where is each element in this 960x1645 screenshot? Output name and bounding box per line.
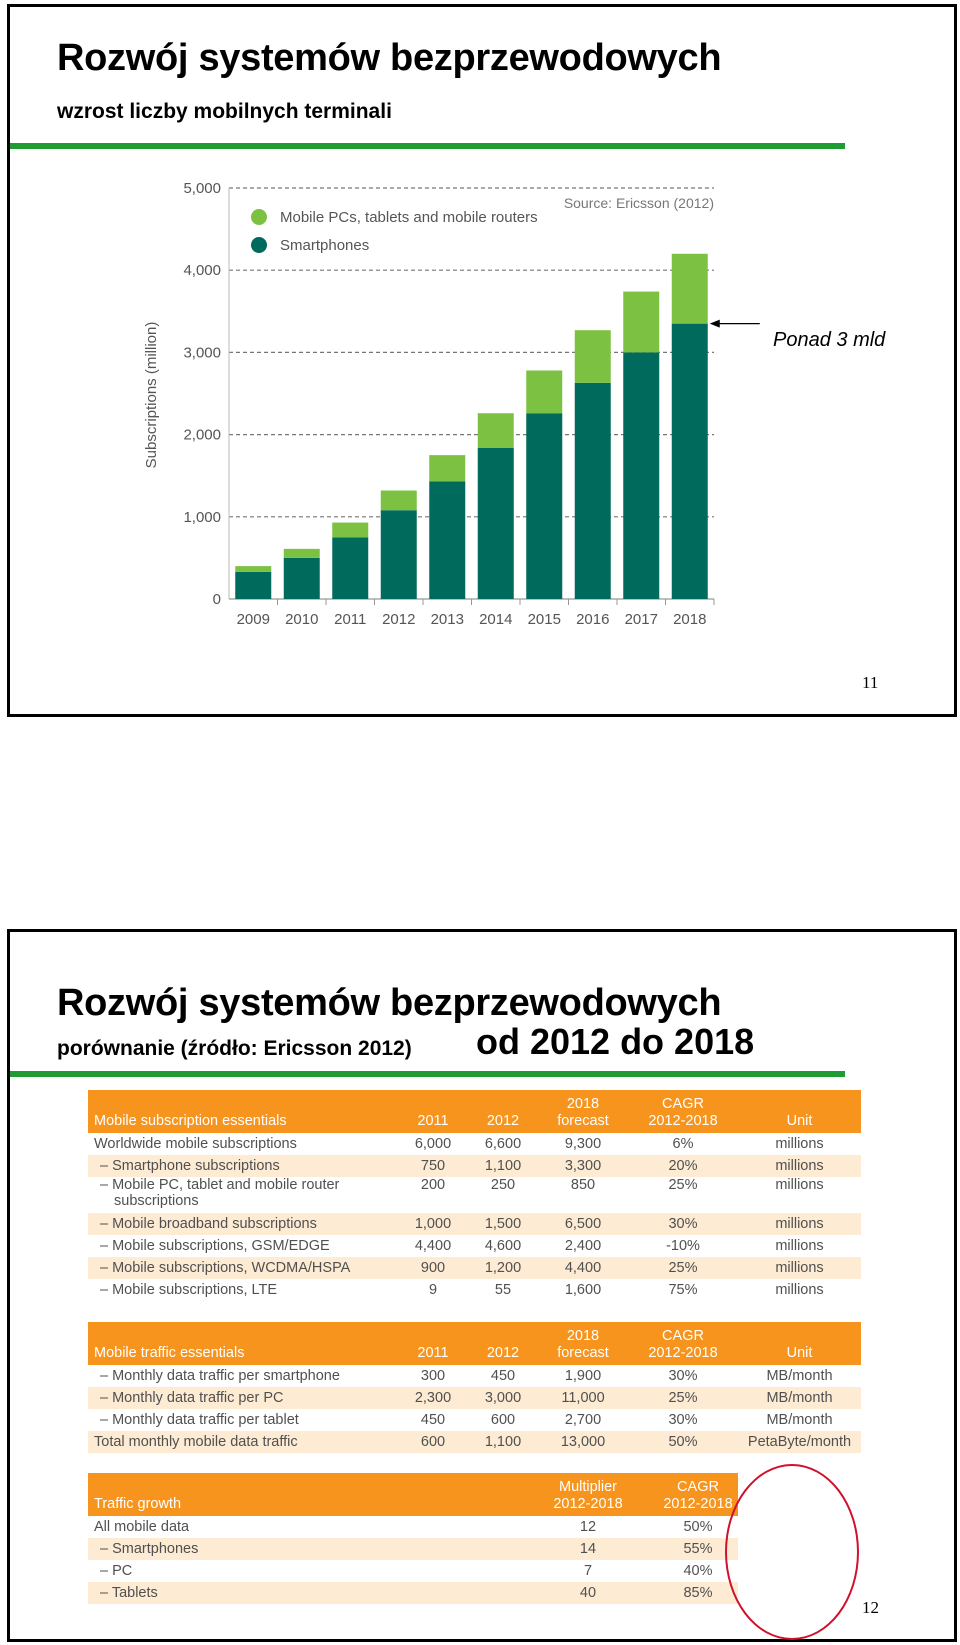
slide-2	[7, 929, 957, 1642]
bar-smartphones	[381, 510, 417, 599]
row-label: – Mobile broadband subscriptions	[88, 1213, 398, 1235]
table-cell: millions	[775, 1177, 824, 1193]
slide-1-title: Rozwój systemów bezprzewodowych	[57, 37, 722, 79]
table-cell: 50%	[628, 1431, 738, 1453]
row-label: – Smartphones	[88, 1538, 518, 1560]
table-cell: 40	[518, 1582, 658, 1604]
table-cell: 75%	[668, 1282, 698, 1298]
table-cell: 25%	[628, 1387, 738, 1409]
table-cell: 600	[398, 1431, 468, 1453]
table-cell: 900	[398, 1257, 468, 1279]
legend-marker	[251, 209, 267, 225]
table-cell: 40%	[683, 1563, 713, 1579]
table-row	[88, 1365, 861, 1387]
x-tick-label: 2013	[430, 611, 464, 628]
column-header: Unit	[738, 1322, 861, 1365]
table-cell: 7	[583, 1563, 593, 1579]
x-tick-label: 2016	[576, 611, 610, 628]
table-row	[88, 1257, 861, 1279]
slide-1	[7, 4, 957, 717]
slide-2-title: Rozwój systemów bezprzewodowych	[57, 982, 722, 1024]
table-row	[88, 1133, 861, 1155]
stacked-bar-chart	[10, 7, 954, 714]
table-row	[88, 1177, 861, 1213]
table-cell: 850	[570, 1177, 596, 1193]
table-cell: 55%	[658, 1538, 738, 1560]
bar-smartphones	[429, 481, 465, 599]
table-cell: millions	[775, 1282, 824, 1298]
table-row	[88, 1431, 861, 1453]
y-tick-label: 5,000	[183, 180, 221, 197]
bar-mobile-pcs	[429, 455, 465, 481]
x-tick-label: 2018	[673, 611, 707, 628]
table-cell: 4,600	[484, 1238, 522, 1254]
table-cell: 1,600	[564, 1282, 602, 1298]
legend-marker	[251, 237, 267, 253]
column-header: 2012	[468, 1322, 538, 1365]
column-header: 2011	[398, 1322, 468, 1365]
y-axis-label: Subscriptions (million)	[143, 321, 160, 469]
table-cell: MB/month	[766, 1368, 833, 1384]
bar-smartphones	[284, 558, 320, 599]
traffic-essentials-table	[88, 1322, 861, 1453]
table-row	[88, 1387, 861, 1409]
bar-mobile-pcs	[478, 413, 514, 448]
row-label: – Mobile subscriptions, LTE	[100, 1282, 278, 1298]
table-cell: 11,000	[538, 1387, 628, 1409]
row-label: Total monthly mobile data traffic	[88, 1431, 398, 1453]
table-cell: 50%	[683, 1519, 713, 1535]
table-cell: 20%	[628, 1155, 738, 1177]
row-label: – Monthly data traffic per PC	[88, 1387, 398, 1409]
legend-label: Smartphones	[280, 237, 370, 254]
table-cell: 1,200	[468, 1257, 538, 1279]
column-header: Multiplier 2012-2018	[518, 1473, 658, 1516]
table-cell: millions	[738, 1257, 861, 1279]
table-row	[88, 1235, 861, 1257]
table-cell: 14	[518, 1538, 658, 1560]
bar-mobile-pcs	[526, 370, 562, 413]
row-label: – Tablets	[88, 1582, 518, 1604]
bar-mobile-pcs	[623, 292, 659, 353]
table-cell: millions	[738, 1213, 861, 1235]
table-cell: 6,600	[484, 1136, 522, 1152]
bar-smartphones	[235, 572, 271, 599]
annotation-arrowhead	[710, 320, 720, 328]
bar-smartphones	[623, 352, 659, 599]
row-label: – PC	[100, 1563, 133, 1579]
bar-smartphones	[478, 448, 514, 599]
table-cell: MB/month	[766, 1412, 833, 1428]
table-cell: 30%	[668, 1368, 698, 1384]
table-cell: 6,500	[538, 1213, 628, 1235]
table-cell: 9	[428, 1282, 438, 1298]
table-cell: 30%	[668, 1412, 698, 1428]
table-cell: 450	[420, 1412, 446, 1428]
x-tick-label: 2017	[624, 611, 658, 628]
row-label: – Mobile subscriptions, GSM/EDGE	[100, 1238, 330, 1254]
green-divider	[10, 1071, 845, 1077]
row-label: – Monthly data traffic per smartphone	[100, 1368, 340, 1384]
table-cell: 6%	[672, 1136, 694, 1152]
table-cell: 55	[494, 1282, 512, 1298]
row-label: – Mobile subscriptions, WCDMA/HSPA	[88, 1257, 398, 1279]
table-title-cell: Mobile subscription essentials	[88, 1090, 398, 1133]
bar-smartphones	[672, 324, 708, 599]
table-cell: 250	[490, 1177, 516, 1193]
table-cell: 6,000	[414, 1136, 452, 1152]
table-cell: 3,000	[468, 1387, 538, 1409]
table-cell: millions	[775, 1136, 824, 1152]
bar-mobile-pcs	[575, 330, 611, 383]
table-cell: millions	[775, 1238, 824, 1254]
y-tick-label: 2,000	[183, 426, 221, 444]
column-header: 2018 forecast	[538, 1322, 628, 1365]
table-cell: 4,400	[538, 1257, 628, 1279]
table-cell: PetaByte/month	[738, 1431, 861, 1453]
slide-1-subtitle: wzrost liczby mobilnych terminali	[57, 100, 392, 123]
table-cell: 30%	[628, 1213, 738, 1235]
page-number: 11	[862, 673, 879, 692]
table-cell: 300	[420, 1368, 446, 1384]
table-cell: 25%	[628, 1257, 738, 1279]
legend-label: Mobile PCs, tablets and mobile routers	[280, 209, 538, 226]
table-cell: 200	[420, 1177, 446, 1193]
column-header: 2012	[468, 1090, 538, 1133]
bar-smartphones	[575, 383, 611, 599]
row-label: – Monthly data traffic per tablet	[100, 1412, 299, 1428]
table-cell: 3,300	[538, 1155, 628, 1177]
table-cell: 1,900	[564, 1368, 602, 1384]
slide-2-subtitle: porównanie (źródło: Ericsson 2012)	[57, 1037, 412, 1060]
y-tick-label: 0	[212, 591, 221, 608]
table-row	[88, 1409, 861, 1431]
x-tick-label: 2014	[479, 611, 513, 628]
row-label: – Mobile PC, tablet and mobile router subscriptions	[100, 1177, 340, 1209]
subscription-essentials-table	[88, 1090, 861, 1301]
table-row	[88, 1155, 861, 1177]
y-tick-label: 1,000	[183, 508, 221, 526]
column-header: CAGR 2012-2018	[628, 1322, 738, 1365]
table-cell: 750	[398, 1155, 468, 1177]
x-tick-label: 2009	[236, 611, 270, 628]
table-title-cell: Mobile traffic essentials	[88, 1322, 398, 1365]
table-cell: 25%	[668, 1177, 698, 1193]
bar-mobile-pcs	[235, 566, 271, 572]
y-tick-label: 4,000	[183, 262, 221, 280]
table-header-row	[88, 1322, 861, 1365]
bar-smartphones	[526, 413, 562, 599]
chart-annotation: Ponad 3 mld	[773, 329, 886, 351]
x-tick-label: 2012	[382, 611, 416, 628]
column-header: Unit	[738, 1090, 861, 1133]
table-cell: 600	[490, 1412, 516, 1428]
table-cell: 1,000	[398, 1213, 468, 1235]
table-cell: 12	[579, 1519, 597, 1535]
chart-source: Source: Ericsson (2012)	[563, 195, 714, 211]
slide-2-subtitle-big: od 2012 do 2018	[476, 1021, 755, 1062]
table-cell: 1,100	[468, 1155, 538, 1177]
table-row	[88, 1279, 861, 1301]
column-header: 2011	[398, 1090, 468, 1133]
table-title-cell: Traffic growth	[88, 1473, 518, 1516]
table-cell: 13,000	[538, 1431, 628, 1453]
x-tick-label: 2011	[334, 611, 367, 628]
bar-mobile-pcs	[332, 523, 368, 538]
bar-mobile-pcs	[284, 549, 320, 558]
table-cell: 9,300	[564, 1136, 602, 1152]
x-tick-label: 2010	[285, 611, 319, 628]
table-cell: MB/month	[738, 1387, 861, 1409]
row-label: Worldwide mobile subscriptions	[94, 1136, 297, 1152]
table-cell: 2,400	[564, 1238, 602, 1254]
bar-mobile-pcs	[381, 490, 417, 510]
x-tick-label: 2015	[527, 611, 561, 628]
table-row	[88, 1213, 861, 1235]
y-tick-label: 3,000	[183, 344, 221, 362]
table-cell: 1,100	[468, 1431, 538, 1453]
highlight-circle	[725, 1464, 859, 1640]
bar-smartphones	[332, 537, 368, 599]
table-cell: -10%	[666, 1238, 700, 1254]
column-header: CAGR 2012-2018	[628, 1090, 738, 1133]
table-cell: 2,300	[398, 1387, 468, 1409]
column-header: CAGR 2012-2018	[658, 1473, 738, 1516]
page-number: 12	[862, 1598, 879, 1617]
bar-mobile-pcs	[672, 254, 708, 324]
table-cell: 85%	[658, 1582, 738, 1604]
table-cell: 1,500	[468, 1213, 538, 1235]
table-cell: 450	[490, 1368, 516, 1384]
table-cell: millions	[738, 1155, 861, 1177]
table-cell: 2,700	[564, 1412, 602, 1428]
table-cell: 4,400	[414, 1238, 452, 1254]
column-header: 2018 forecast	[538, 1090, 628, 1133]
row-label: – Smartphone subscriptions	[88, 1155, 398, 1177]
row-label: All mobile data	[94, 1519, 190, 1535]
table-header-row	[88, 1090, 861, 1133]
